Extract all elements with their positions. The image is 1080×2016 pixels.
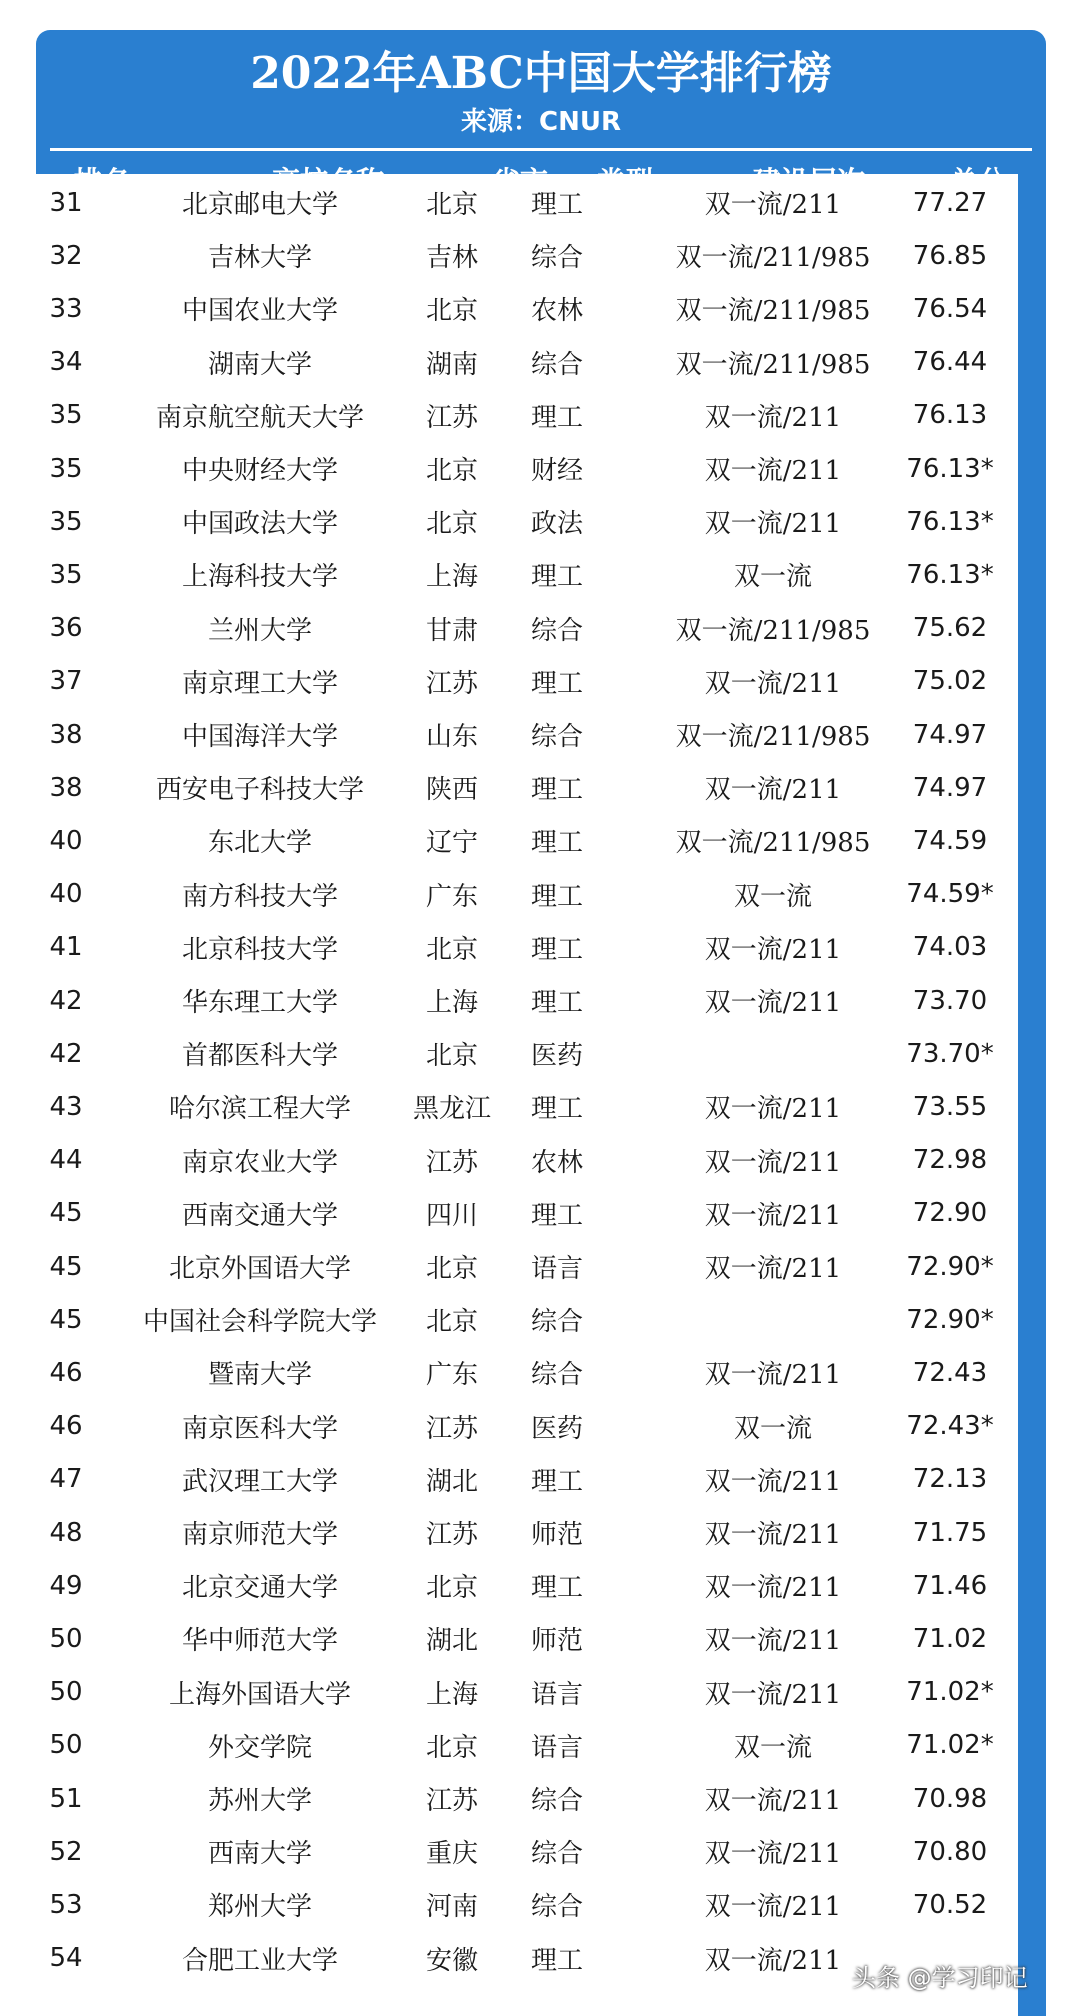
table-row	[32, 868, 1018, 921]
cell-province: 上海	[425, 562, 478, 593]
table-row	[32, 1187, 1018, 1240]
cell-rank: 36	[49, 613, 83, 644]
cell-rank: 48	[49, 1517, 83, 1548]
cell-level: 双一流/211	[704, 190, 842, 220]
cell-school-name: 南京农业大学	[181, 1147, 338, 1178]
table-row	[32, 1772, 1018, 1825]
table-row	[32, 442, 1018, 495]
cell-score: 71.75	[912, 1517, 988, 1548]
cell-province: 黑龙江	[412, 1094, 491, 1125]
cell-school-name: 西南大学	[207, 1839, 312, 1870]
cell-type: 理工	[530, 402, 583, 433]
cell-type: 政法	[530, 509, 583, 540]
cell-rank: 35	[49, 559, 83, 590]
cell-rank: 38	[49, 719, 83, 750]
cell-province: 江苏	[425, 668, 478, 699]
cell-province: 上海	[425, 1679, 478, 1710]
table-row	[32, 1825, 1018, 1878]
cell-score: 74.59*	[906, 879, 994, 910]
cell-level	[648, 1027, 898, 1080]
cell-type: 综合	[530, 1839, 583, 1870]
cell-level: 双一流/211	[704, 988, 842, 1018]
cell-score: 75.62	[912, 613, 988, 644]
cell-school-name: 西安电子科技大学	[155, 775, 364, 806]
cell-school-name: 南方科技大学	[181, 881, 338, 912]
cell-rank: 45	[49, 1304, 83, 1335]
cell-school-name: 武汉理工大学	[181, 1466, 338, 1497]
cell-score: 72.13	[912, 1464, 988, 1495]
cell-type: 理工	[530, 1200, 583, 1231]
cell-province: 北京	[425, 1307, 478, 1338]
table-row	[32, 1719, 1018, 1772]
cell-level: 双一流/211	[704, 1786, 842, 1816]
cell-rank: 38	[49, 772, 83, 803]
cell-level: 双一流/211	[704, 1094, 842, 1125]
cell-level: 双一流/211/985	[675, 349, 871, 380]
cell-type: 综合	[530, 1892, 583, 1923]
cell-score: 71.02*	[906, 1677, 994, 1708]
cell-level: 双一流	[733, 562, 812, 593]
cell-school-name: 郑州大学	[207, 1892, 312, 1923]
cell-school-name: 合肥工业大学	[181, 1945, 338, 1976]
cell-level: 双一流/211	[704, 1147, 842, 1178]
cell-level: 双一流	[733, 1413, 812, 1444]
cell-school-name: 中国政法大学	[181, 509, 338, 540]
cell-score: 70.98	[912, 1783, 988, 1814]
table-row	[32, 761, 1018, 814]
table-row	[32, 1134, 1018, 1187]
cell-type: 理工	[530, 1094, 583, 1125]
cell-score: 74.97	[912, 772, 988, 803]
page-title: 2022年ABC中国大学排行榜	[250, 48, 832, 99]
table-row	[32, 1878, 1018, 1931]
table-row	[32, 708, 1018, 761]
cell-school-name: 苏州大学	[207, 1786, 312, 1816]
cell-type: 综合	[530, 349, 583, 380]
cell-school-name: 东北大学	[207, 828, 312, 859]
cell-province: 北京	[425, 190, 478, 220]
cell-type: 理工	[530, 1945, 583, 1976]
table-row	[32, 1453, 1018, 1506]
header-divider	[50, 148, 1032, 151]
cell-level: 双一流/211	[704, 456, 842, 486]
cell-rank: 41	[49, 932, 83, 963]
cell-type: 财经	[530, 456, 583, 486]
cell-school-name: 南京航空航天大学	[155, 402, 364, 433]
cell-type: 理工	[530, 881, 583, 912]
cell-province: 江苏	[425, 1413, 478, 1444]
cell-level: 双一流/211	[704, 1679, 842, 1710]
cell-rank: 50	[49, 1730, 83, 1761]
cell-type: 综合	[530, 1360, 583, 1391]
table-body	[32, 174, 1018, 2016]
cell-province: 湖北	[425, 1466, 478, 1497]
cell-province: 北京	[425, 934, 478, 965]
cell-level: 双一流/211	[704, 1360, 842, 1391]
cell-province: 北京	[425, 1732, 478, 1763]
cell-province: 北京	[425, 1041, 478, 1072]
cell-province: 山东	[425, 722, 478, 752]
cell-rank: 31	[49, 187, 83, 218]
cell-rank: 45	[49, 1198, 83, 1229]
cell-score: 71.02*	[906, 1730, 994, 1761]
cell-school-name: 北京邮电大学	[181, 190, 338, 220]
cell-score: 73.55	[912, 1091, 988, 1122]
cell-level: 双一流/211	[704, 1626, 842, 1657]
cell-school-name: 兰州大学	[207, 615, 312, 646]
cell-province: 上海	[425, 988, 478, 1018]
cell-score: 72.90	[912, 1198, 988, 1229]
cell-rank: 46	[49, 1411, 83, 1442]
cell-province: 北京	[425, 509, 478, 540]
cell-level: 双一流/211	[704, 1254, 842, 1284]
cell-province: 广东	[425, 881, 478, 912]
cell-school-name: 上海外国语大学	[168, 1679, 351, 1710]
cell-score: 75.02	[912, 666, 988, 697]
cell-school-name: 北京科技大学	[181, 934, 338, 965]
cell-level: 双一流/211	[704, 668, 842, 699]
cell-type: 综合	[530, 1307, 583, 1338]
cell-province: 湖北	[425, 1626, 478, 1657]
cell-rank: 32	[49, 240, 83, 271]
cell-type: 理工	[530, 562, 583, 593]
cell-rank: 33	[49, 293, 83, 324]
table-row	[32, 1559, 1018, 1612]
cell-school-name: 南京师范大学	[181, 1520, 338, 1550]
cell-type: 理工	[530, 668, 583, 699]
cell-type: 师范	[530, 1520, 583, 1550]
cell-rank: 34	[49, 347, 83, 378]
cell-score: 73.70	[912, 985, 988, 1016]
table-row	[32, 495, 1018, 548]
cell-type: 师范	[530, 1626, 583, 1657]
cell-school-name: 湖南大学	[207, 349, 312, 380]
table-row	[32, 655, 1018, 708]
table-row	[32, 176, 1018, 229]
cell-level	[648, 1293, 898, 1346]
cell-score: 72.43*	[906, 1411, 994, 1442]
cell-level: 双一流/211/985	[675, 722, 871, 752]
cell-rank: 35	[49, 506, 83, 537]
cell-score: 74.97	[912, 719, 988, 750]
cell-score: 73.70*	[906, 1038, 994, 1069]
cell-type: 医药	[530, 1041, 583, 1072]
cell-score: 72.90*	[906, 1251, 994, 1282]
cell-score: 70.80	[912, 1836, 988, 1867]
cell-type: 综合	[530, 722, 583, 752]
cell-school-name: 北京交通大学	[181, 1573, 338, 1604]
cell-score: 76.13*	[906, 506, 994, 537]
cell-rank: 42	[49, 985, 83, 1016]
cell-level: 双一流/211/985	[675, 243, 871, 274]
cell-type: 综合	[530, 243, 583, 274]
cell-school-name: 首都医科大学	[181, 1041, 338, 1072]
cell-level: 双一流/211/985	[675, 828, 871, 859]
cell-rank: 44	[49, 1145, 83, 1176]
cell-level: 双一流/211	[704, 934, 842, 965]
cell-score: 74.59	[912, 825, 988, 856]
cell-province: 北京	[425, 1254, 478, 1284]
cell-province: 陕西	[425, 775, 478, 806]
cell-score: 70.52	[912, 1889, 988, 1920]
cell-rank: 42	[49, 1038, 83, 1069]
table-row	[32, 1240, 1018, 1293]
cell-type: 综合	[530, 1786, 583, 1816]
table-row	[32, 548, 1018, 601]
cell-rank: 54	[49, 1943, 83, 1974]
cell-type: 语言	[530, 1679, 583, 1710]
cell-rank: 47	[49, 1464, 83, 1495]
cell-level: 双一流/211	[704, 1839, 842, 1870]
cell-rank: 35	[49, 400, 83, 431]
cell-score: 77.27	[912, 187, 988, 218]
table-row	[32, 1666, 1018, 1719]
cell-level: 双一流/211/985	[675, 296, 871, 327]
cell-score: 76.13	[912, 400, 988, 431]
cell-school-name: 南京理工大学	[181, 668, 338, 699]
table-row	[32, 336, 1018, 389]
cell-type: 理工	[530, 988, 583, 1018]
cell-rank: 49	[49, 1570, 83, 1601]
cell-level: 双一流/211	[704, 1466, 842, 1497]
table-row	[32, 974, 1018, 1027]
cell-rank: 53	[49, 1889, 83, 1920]
cell-score: 71.02	[912, 1623, 988, 1654]
cell-rank: 51	[49, 1783, 83, 1814]
cell-type: 理工	[530, 934, 583, 965]
cell-province: 甘肃	[425, 615, 478, 646]
table-row	[32, 1346, 1018, 1399]
cell-school-name: 上海科技大学	[181, 562, 338, 593]
cell-type: 农林	[530, 1147, 583, 1178]
cell-level: 双一流/211/985	[675, 615, 871, 646]
table-row	[32, 1612, 1018, 1665]
source-subtitle: 来源：CNUR	[461, 107, 621, 137]
cell-province: 北京	[425, 456, 478, 486]
cell-province: 北京	[425, 296, 478, 327]
cell-province: 重庆	[425, 1839, 478, 1870]
cell-score: 72.98	[912, 1145, 988, 1176]
cell-score: 76.85	[912, 240, 988, 271]
cell-score: 74.03	[912, 932, 988, 963]
watermark: 头条 @学习印记	[852, 1964, 1028, 1992]
cell-province: 江苏	[425, 402, 478, 433]
cell-level: 双一流/211	[704, 509, 842, 540]
cell-province: 北京	[425, 1573, 478, 1604]
cell-level: 双一流/211	[704, 1945, 842, 1976]
cell-level: 双一流/211	[704, 402, 842, 433]
cell-score: 71.46	[912, 1570, 988, 1601]
cell-school-name: 中国农业大学	[181, 296, 338, 327]
table-row	[32, 602, 1018, 655]
cell-type: 理工	[530, 1573, 583, 1604]
cell-rank: 40	[49, 879, 83, 910]
table-row	[32, 229, 1018, 282]
cell-school-name: 华中师范大学	[181, 1626, 338, 1657]
cell-level: 双一流/211	[704, 1200, 842, 1231]
cell-score: 72.90*	[906, 1304, 994, 1335]
table-row	[32, 1027, 1018, 1080]
table-row	[32, 921, 1018, 974]
cell-rank: 37	[49, 666, 83, 697]
cell-rank: 40	[49, 825, 83, 856]
cell-school-name: 南京医科大学	[181, 1413, 338, 1444]
cell-province: 吉林	[425, 243, 478, 274]
cell-score: 76.13*	[906, 453, 994, 484]
cell-type: 语言	[530, 1254, 583, 1284]
cell-school-name: 中央财经大学	[181, 456, 338, 486]
cell-school-name: 哈尔滨工程大学	[168, 1094, 351, 1125]
cell-type: 农林	[530, 296, 583, 327]
cell-school-name: 暨南大学	[207, 1360, 312, 1391]
cell-school-name: 西南交通大学	[181, 1200, 338, 1231]
cell-level: 双一流	[733, 1732, 812, 1763]
cell-level: 双一流/211	[704, 775, 842, 806]
cell-province: 四川	[425, 1200, 478, 1231]
cell-province: 安徽	[425, 1945, 478, 1976]
cell-province: 江苏	[425, 1520, 478, 1550]
cell-rank: 45	[49, 1251, 83, 1282]
cell-province: 河南	[425, 1892, 478, 1923]
cell-level: 双一流/211	[704, 1573, 842, 1604]
cell-rank: 50	[49, 1623, 83, 1654]
table-row	[32, 389, 1018, 442]
cell-school-name: 吉林大学	[207, 243, 312, 274]
cell-type: 医药	[530, 1413, 583, 1444]
cell-rank: 35	[49, 453, 83, 484]
table-row	[32, 1080, 1018, 1133]
cell-rank: 50	[49, 1677, 83, 1708]
cell-type: 理工	[530, 1466, 583, 1497]
cell-province: 江苏	[425, 1147, 478, 1178]
table-row	[32, 1506, 1018, 1559]
cell-level: 双一流/211	[704, 1520, 842, 1550]
cell-level: 双一流	[733, 881, 812, 912]
cell-score: 72.43	[912, 1357, 988, 1388]
cell-province: 广东	[425, 1360, 478, 1391]
cell-province: 辽宁	[425, 828, 478, 859]
cell-type: 综合	[530, 615, 583, 646]
cell-score: 76.44	[912, 347, 988, 378]
cell-school-name: 华东理工大学	[181, 988, 338, 1018]
cell-school-name: 北京外国语大学	[168, 1254, 351, 1284]
table-row	[32, 814, 1018, 867]
cell-type: 理工	[530, 190, 583, 220]
cell-school-name: 外交学院	[207, 1732, 312, 1763]
cell-province: 江苏	[425, 1786, 478, 1816]
table-row	[32, 1400, 1018, 1453]
cell-rank: 52	[49, 1836, 83, 1867]
cell-type: 语言	[530, 1732, 583, 1763]
cell-rank: 46	[49, 1357, 83, 1388]
table-row	[32, 282, 1018, 335]
cell-score: 76.13*	[906, 559, 994, 590]
cell-type: 理工	[530, 775, 583, 806]
cell-level: 双一流/211	[704, 1892, 842, 1923]
cell-province: 湖南	[425, 349, 478, 380]
cell-rank: 43	[49, 1091, 83, 1122]
cell-school-name: 中国海洋大学	[181, 722, 338, 752]
cell-school-name: 中国社会科学院大学	[142, 1307, 377, 1338]
table-row	[32, 1293, 1018, 1346]
cell-type: 理工	[530, 828, 583, 859]
cell-score: 76.54	[912, 293, 988, 324]
